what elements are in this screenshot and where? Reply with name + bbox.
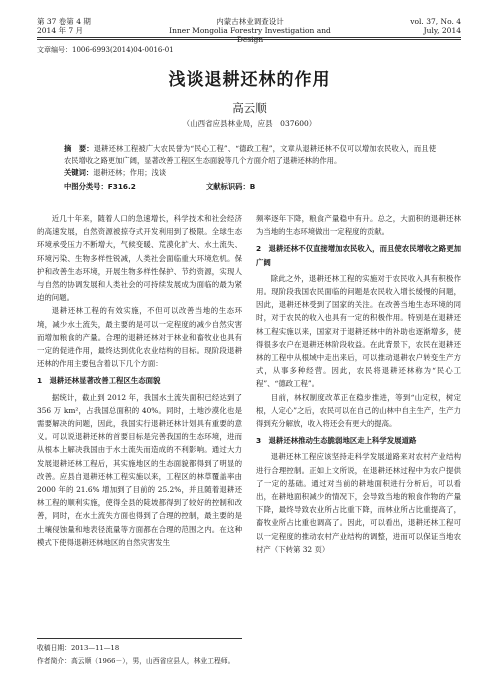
issue-date-en: July, 2014 — [423, 26, 461, 35]
volume-issue: 第 37 卷第 4 期 — [37, 17, 91, 26]
article-number: 文章编号：1006-6993(2014)04-0016-01 — [37, 46, 174, 54]
body-column-left — [37, 212, 242, 549]
body-column-right — [256, 212, 461, 556]
paragraph: 退耕还林工程的有效实施，不但可以改善当地的生态环境，减少水土流失，最主要的是可以一定程度的减少自然灾害而增加粮食的产量。合理的退耕还林对于林业和畜牧业也具有一定的促进作用，最终达到优化农业结构的目标。现阶段退耕还林的作用主要包含着以下几个方面： — [37, 306, 242, 369]
footnote-rule — [37, 638, 242, 639]
page-title: 浅谈退耕还林的作用 — [168, 70, 331, 90]
section-heading-1: 1 退耕还林显著改善工程区生态面貌 — [37, 376, 161, 386]
clc-value: F316.2 — [107, 182, 136, 191]
author-affiliation: （山西省应县林业局，应县 037600） — [182, 119, 317, 128]
clc-label: 中图分类号： — [64, 182, 108, 191]
abstract-text: 退耕还林工程被广大农民誉为“民心工程”、“德政工程”，文章从退耕还林不仅可以增加农民收入，而且使农民增收之路更加广阔，显著改善工程区生态面貌等几个方面介绍了退耕还林的作用。 — [64, 144, 437, 165]
journal-issue-info — [37, 17, 91, 35]
section-heading-3: 3 退耕还林推动生态脆弱地区走上科学发展道路 — [256, 436, 417, 446]
paragraph: 频率逐年下降，粮食产量稳中有升。总之，大面积的退耕还林为当地的生态环境做出一定程度的贡献。 — [256, 214, 461, 237]
keywords-text: 退耕还林；作用；浅谈 — [93, 168, 167, 177]
doc-code-label: 文献标识码： — [206, 182, 250, 191]
paragraph: 目前，林权制度改革正在稳步推进，等到“山定权，树定根，人定心”之后，农民可以在自己的山林中自主生产，生产力得到充分解放，收入将还会有更大的提高。 — [256, 392, 461, 429]
header-rule-thin — [37, 39, 461, 40]
author-name: 高云顺 — [232, 101, 267, 115]
paragraph: 除此之外，退耕还林工程的实施对于农民收入具有积极作用。现阶段我国农民面临的问题是农民收入增长缓慢的问题，因此，退耕还林受到了国家的关注。在改善当地生态环境的同时，对于农民的收入也具有一定的积极作用。特别是在退耕还林工程实施以来，国家对于退耕还林中的补助也逐渐增多，使得很多农户在退耕还林阶段收益。在此背景下，农民在退耕还林的工程中从根域中走出来后，可以推动退耕农户转变生产方式，从事多种经营。因此，农民将退耕还林称为“民心工程”、“德政工程”。 — [256, 273, 461, 389]
abstract — [64, 143, 436, 167]
volume-issue-en: vol. 37, No. 4 — [410, 17, 461, 26]
keywords — [64, 168, 436, 178]
section-heading-2: 2 退耕还林不仅直接增加农民收入，而且使农民增收之路更加广阔 — [256, 244, 461, 267]
paragraph: 退耕还林工程应该坚持走科学发展道路来对农村产业结构进行合理控制。正如上文所说，在退耕还林过程中为农户提供了一定的基础。通过对当前的耕地面积进行分析后，可以看出，在耕地面积减少的情况下，会导致当地的粮食作物的产量下降，最终导致农业所占比重下降，而林业所占比重提高了，畜牧业所占比重也调高了。因此，可以看出，退耕还林工程可以一定程度的推动农村产业结构的调整，进而可以保证当地农村产（下转第 32 页） — [256, 452, 461, 554]
keywords-label: 关键词： — [64, 168, 94, 177]
classification-row — [64, 182, 436, 192]
journal-name-en: Inner Mongolia Forestry Investigation and Design — [169, 26, 331, 44]
footnote-author-bio: 作者简介：高云顺（1966－），男，山西省应县人，林业工程师。 — [37, 657, 235, 665]
journal-issue-info-en — [410, 17, 461, 35]
issue-date: 2014 年 7 月 — [37, 26, 84, 35]
journal-name-cn: 内蒙古林业调查设计 — [216, 17, 284, 26]
document-code — [206, 182, 255, 192]
footnote-received: 收稿日期：2013—11—18 — [37, 644, 120, 652]
abstract-label: 摘 要： — [64, 144, 94, 153]
header-rule — [37, 37, 461, 38]
doc-code-value: B — [249, 182, 256, 191]
paragraph: 据统计，截止到 2012 年，我国水土流失面积已经达到了 356 万 km²，占我国总面积的 40%。同时，土地沙漠化也是需要解决的问题，因此，我国实行退耕还林计划具有重要的意义。可以说退耕还林的首要目标是完善我国的生态环境，进而从根本上解决我国由于水土流失而造成的不利影响。通过大力发展退耕还林工程后，其实施地区的生态面貌都得到了明显的改善。应县自退耕还林工程实施以来，工程区的林草覆盖率由 2000 年的 21.6% 增加到了目前的 25.2%，并且随着退耕还林工程的顺利实施，使得全县的陡坡都得到了较好的控制和改善，同时，在水土流失方面也得到了合理的控制，最主要的是土壤侵蚀量和地表径流量等方面都在合理的范围之内。在这种模式下使得退耕还林地区的自然灾害发生 — [37, 392, 242, 547]
paragraph: 近几十年来，随着人口的急速增长，科学技术和社会经济的高速发展，自然资源被掠夺式开发利用到了极限。全球生态环境承受压力不断增大，气候变暖、荒漠化扩大、水土流失、环境污染、生物多样性锐减，人类社会面临重大环境危机。保护和改善生态环境，开展生物多样性保护、节约资源，实现人与自然的协调发展和人类社会的可持续发展成为面临的最为紧迫的问题。 — [37, 214, 242, 303]
